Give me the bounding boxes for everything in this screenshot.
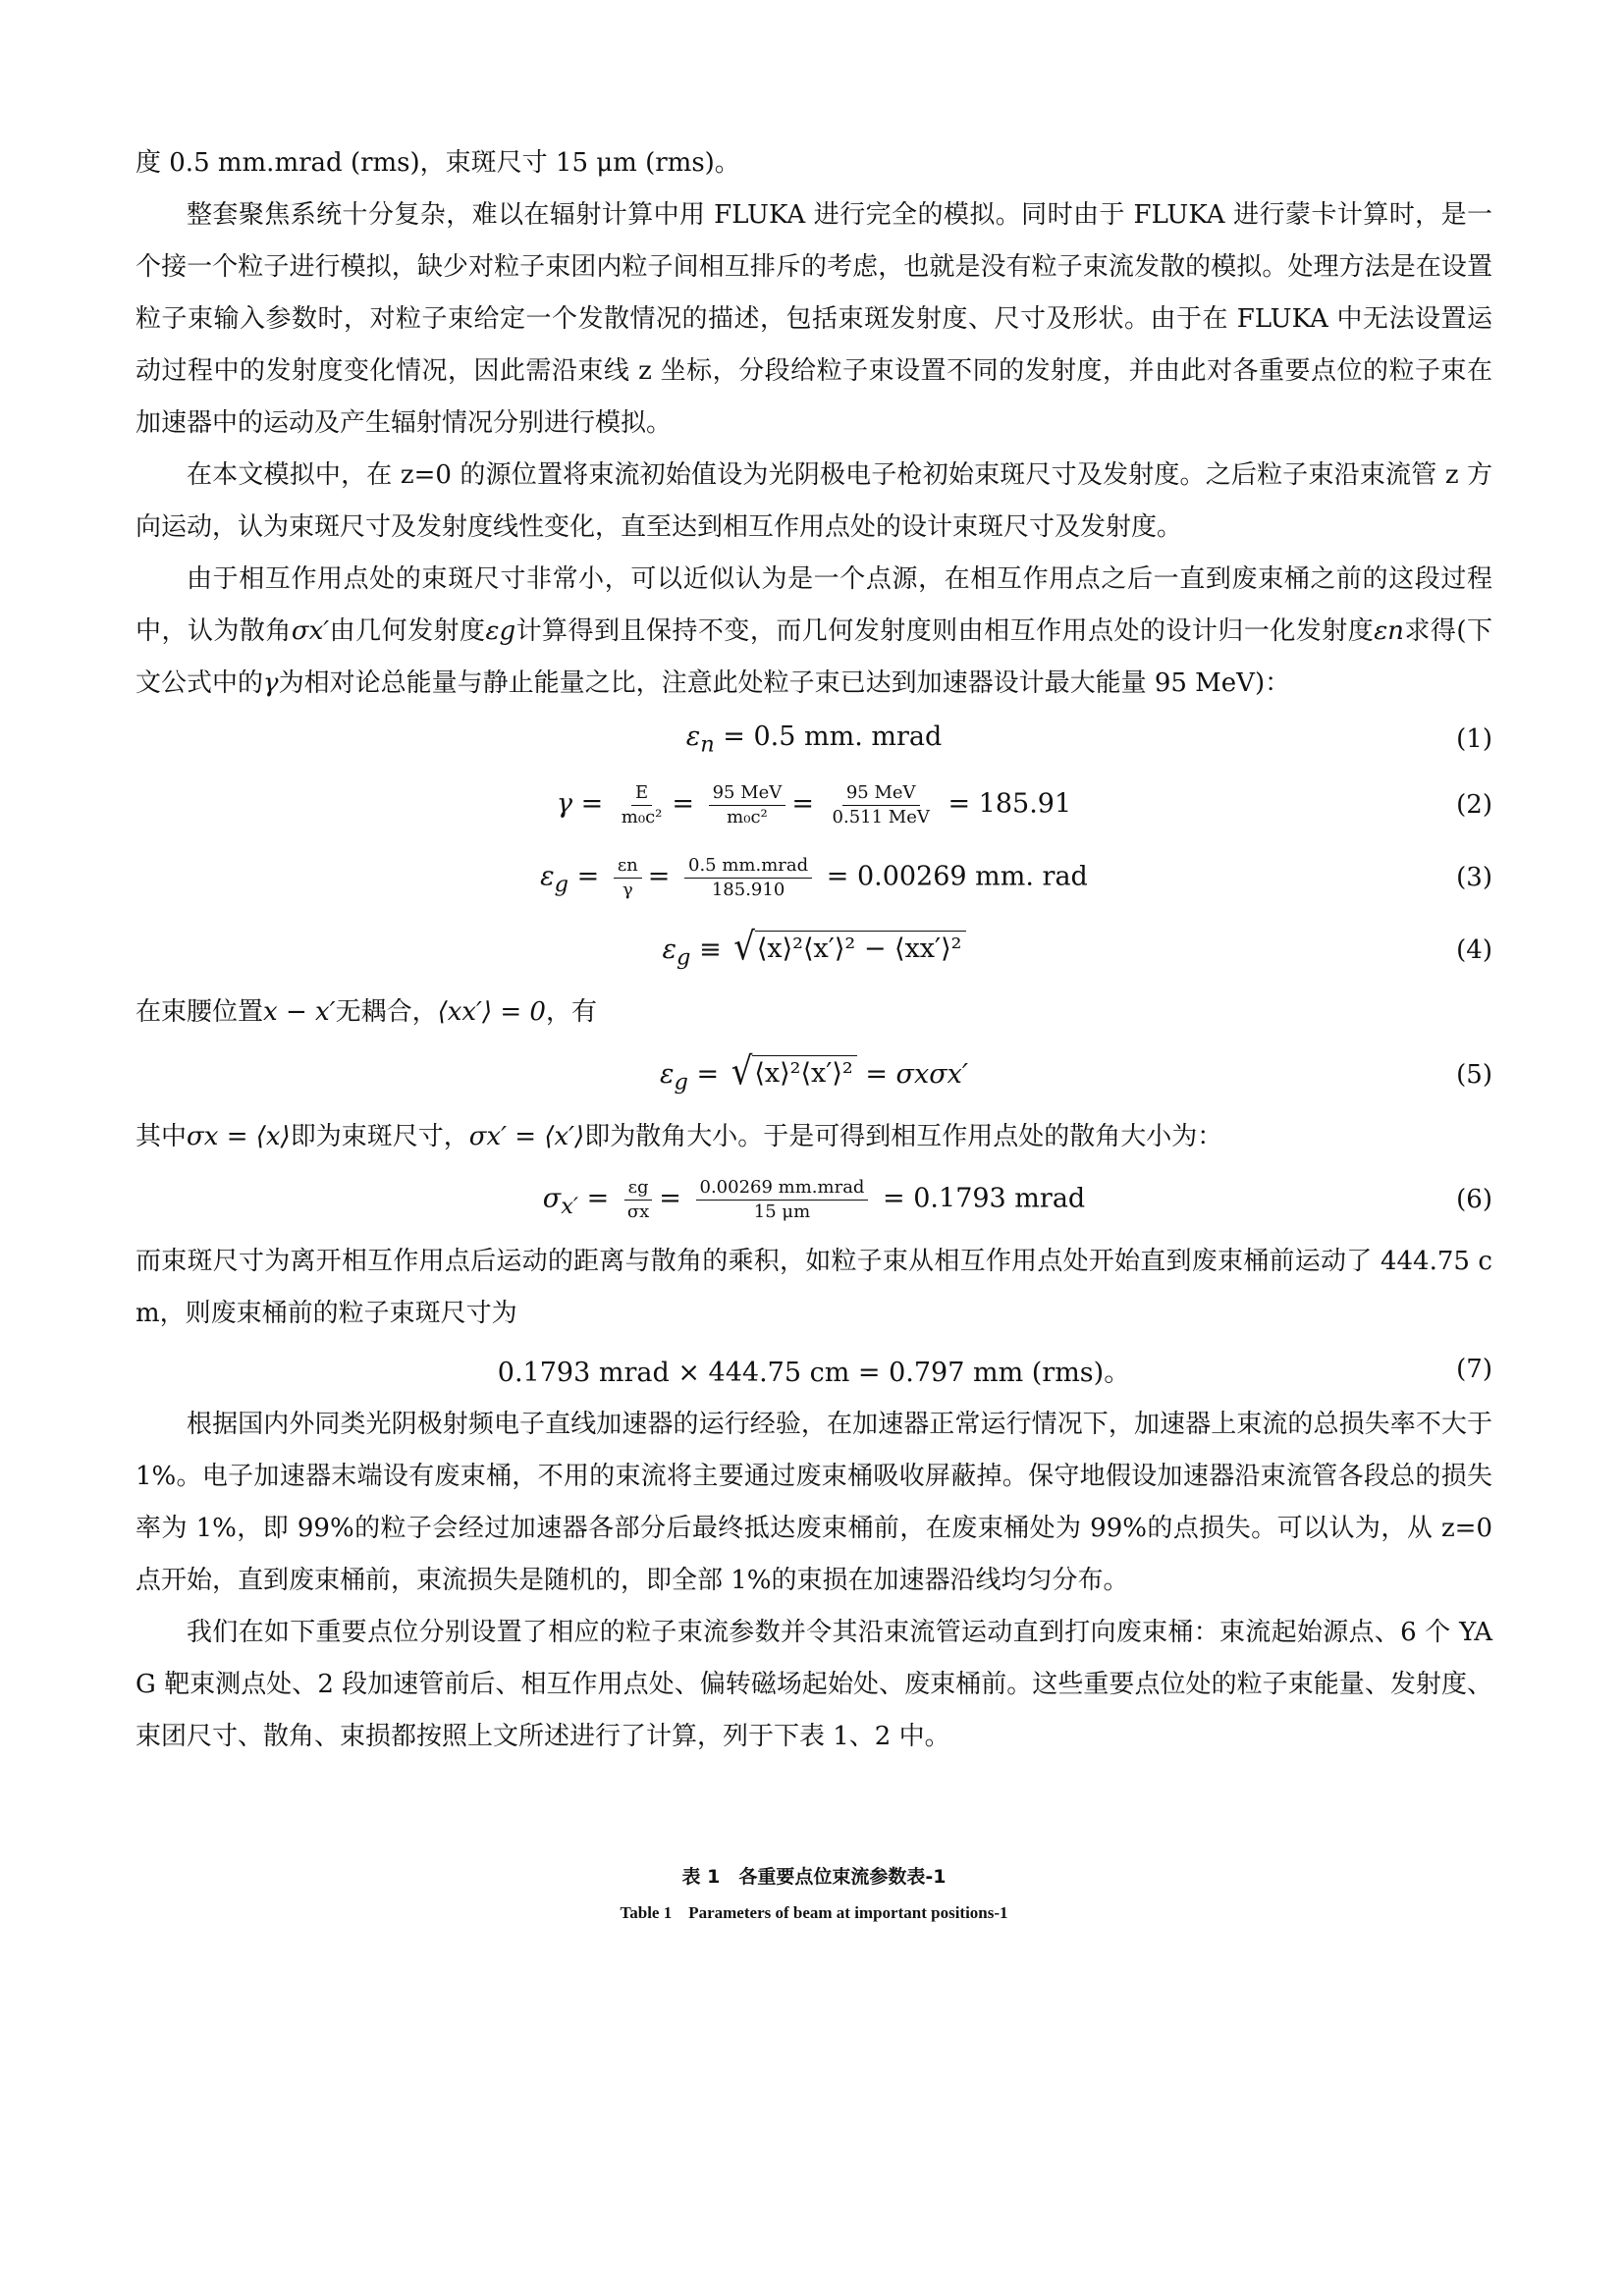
equation-6: $\sigma_{x'}$ = $\frac{\varepsilon g}{\sigma x}$ = $\frac{\text{0.00269 mm.mrad}}{15 \mu m}$ = 0.1793 mrad (6) <box>542 1177 1492 1222</box>
paragraph-6: 而束斑尺寸为离开相互作用点后运动的距离与散角的乘积，如粒子束从相互作用点处开始直到废束桶前运动了 444.75 cm，则废束桶前的粒子束斑尺寸为 <box>135 1247 1492 1328</box>
paragraph-1: 整套聚焦系统十分复杂，难以在辐射计算中用 FLUKA 进行完全的模拟。同时由于 FLUKA 进行蒙卡计算时，是一个接一个粒子进行模拟，缺少对粒子束团内粒子间相互排斥的考虑，也就是没有粒子束流发散的模拟。处理方法是在设置粒子束输入参数时，对粒子束给定一个发散情况的描述，包括束斑发射度、尺寸及形状。由于在 FLUKA 中无法设置运动过程中的发射度变化情况，因此需沿束线 z 坐标，分段给粒子束设置不同的发射度，并由此对各重要点位的粒子束在加速器中的运动及产生辐射情况分别进行模拟。 <box>135 200 1492 438</box>
equation-3: $\varepsilon_g$ = $\frac{\varepsilon n}{\gamma}$ = $\frac{\text{0.5 mm.mrad}}{185.910}$ = 0.00269 mm. rad (3) <box>540 855 1492 900</box>
paragraph-2: 在本文模拟中，在 z=0 的源位置将束流初始值设为光阴极电子枪初始束斑尺寸及发射度。之后粒子束沿束流管 z 方向运动，认为束斑尺寸及发射度线性变化，直至达到相互作用点处的设计束斑尺寸及发射度。 <box>135 460 1492 542</box>
paragraph-3 <box>135 554 1492 710</box>
equation-7: 0.1793 mrad × 444.75 cm = 0.797 mm (rms)。 (7) <box>497 1355 1492 1388</box>
gamma-inline: γ <box>263 668 279 698</box>
equation-number-4: (4) <box>1456 935 1492 965</box>
equation-number-3: (3) <box>1456 863 1492 892</box>
sigma-xp-inline: σx′ <box>291 616 330 646</box>
paragraph-5: 其中σx = ⟨x⟩即为束斑尺寸，σx′ = ⟨x′⟩即为散角大小。于是可得到相互作用点处的散角大小为： <box>135 1122 1223 1151</box>
paragraph-4: 在束腰位置x − x′无耦合，⟨xx′⟩ = 0，有 <box>135 997 597 1027</box>
p3-text-b: 由几何发射度 <box>329 616 486 646</box>
p3-text-c: 计算得到且保持不变，而几何发射度则由相互作用点处的设计归一化发射度 <box>515 616 1375 646</box>
p3-text-a: 由于相互作用点处的束斑尺寸非常小，可以近似认为是一个点源，在相互作用点之后一直到废束桶之前的这段过程中，认为散角 <box>135 564 1492 646</box>
equation-number-1: (1) <box>1456 724 1492 754</box>
eps-g-inline: εg <box>485 616 516 646</box>
paragraph-0: 度 0.5 mm.mrad (rms)，束斑尺寸 15 μm (rms)。 <box>135 148 740 178</box>
eps-n-inline: εn <box>1374 616 1404 646</box>
table-caption-cn: 表 1 各重要点位束流参数表-1 <box>681 1866 947 1888</box>
equation-2: γ = $\frac{E}{\text{m₀c²}}$ = $\frac{\text{95 MeV}}{\text{m₀c²}}$ = $\frac{\text{95 MeV}}{\text{0.511 MeV}}$ = 185.91 (2) <box>556 782 1492 828</box>
page-content <box>135 137 1492 1930</box>
sqrt-symbol: √ ⟨x⟩²⟨x′⟩² − ⟨xx′⟩² <box>733 931 965 964</box>
equation-5: $\varepsilon_g$ = √ ⟨x⟩²⟨x′⟩² = σxσx′ (5) <box>660 1048 1492 1095</box>
paragraph-8: 我们在如下重要点位分别设置了相应的粒子束流参数并令其沿束流管运动直到打向废束桶：束流起始源点、6 个 YAG 靶束测点处、2 段加速管前后、相互作用点处、偏转磁场起始处、废束桶前。这些重要点位处的粒子束能量、发射度、束团尺寸、散角、束损都按照上文所述进行了计算，列于下表 1、2 中。 <box>135 1618 1492 1751</box>
equation-number-6: (6) <box>1456 1185 1492 1214</box>
equation-number-5: (5) <box>1456 1060 1492 1090</box>
equation-number-2: (2) <box>1456 790 1492 820</box>
paragraph-7: 根据国内外同类光阴极射频电子直线加速器的运行经验，在加速器正常运行情况下，加速器上束流的总损失率不大于 1%。电子加速器末端设有废束桶，不用的束流将主要通过废束桶吸收屏蔽掉。保守地假设加速器沿束流管各段总的损失率为 1%，即 99%的粒子会经过加速器各部分后最终抵达废束桶前，在废束桶处为 99%的点损失。可以认为，从 z=0 点开始，直到废束桶前，束流损失是随机的，即全部 1%的束损在加速器沿线均匀分布。 <box>135 1410 1492 1595</box>
table-caption-en: Table 1 Parameters of beam at important positions-1 <box>620 1903 1008 1922</box>
equation-1: $\varepsilon_n = 0.5$ mm. mrad (1) <box>685 721 1492 758</box>
sqrt-symbol: √ ⟨x⟩²⟨x′⟩² <box>731 1055 857 1089</box>
equation-number-7: (7) <box>1456 1355 1492 1384</box>
equation-4: $\varepsilon_g$ ≡ √ ⟨x⟩²⟨x′⟩² − ⟨xx′⟩² (4) <box>662 924 1492 971</box>
p3-text-e: 为相对论总能量与静止能量之比，注意此处粒子束已达到加速器设计最大能量 95 MeV)： <box>278 668 1291 698</box>
p3-text-d: 求得(下文公式中的 <box>135 616 1492 698</box>
